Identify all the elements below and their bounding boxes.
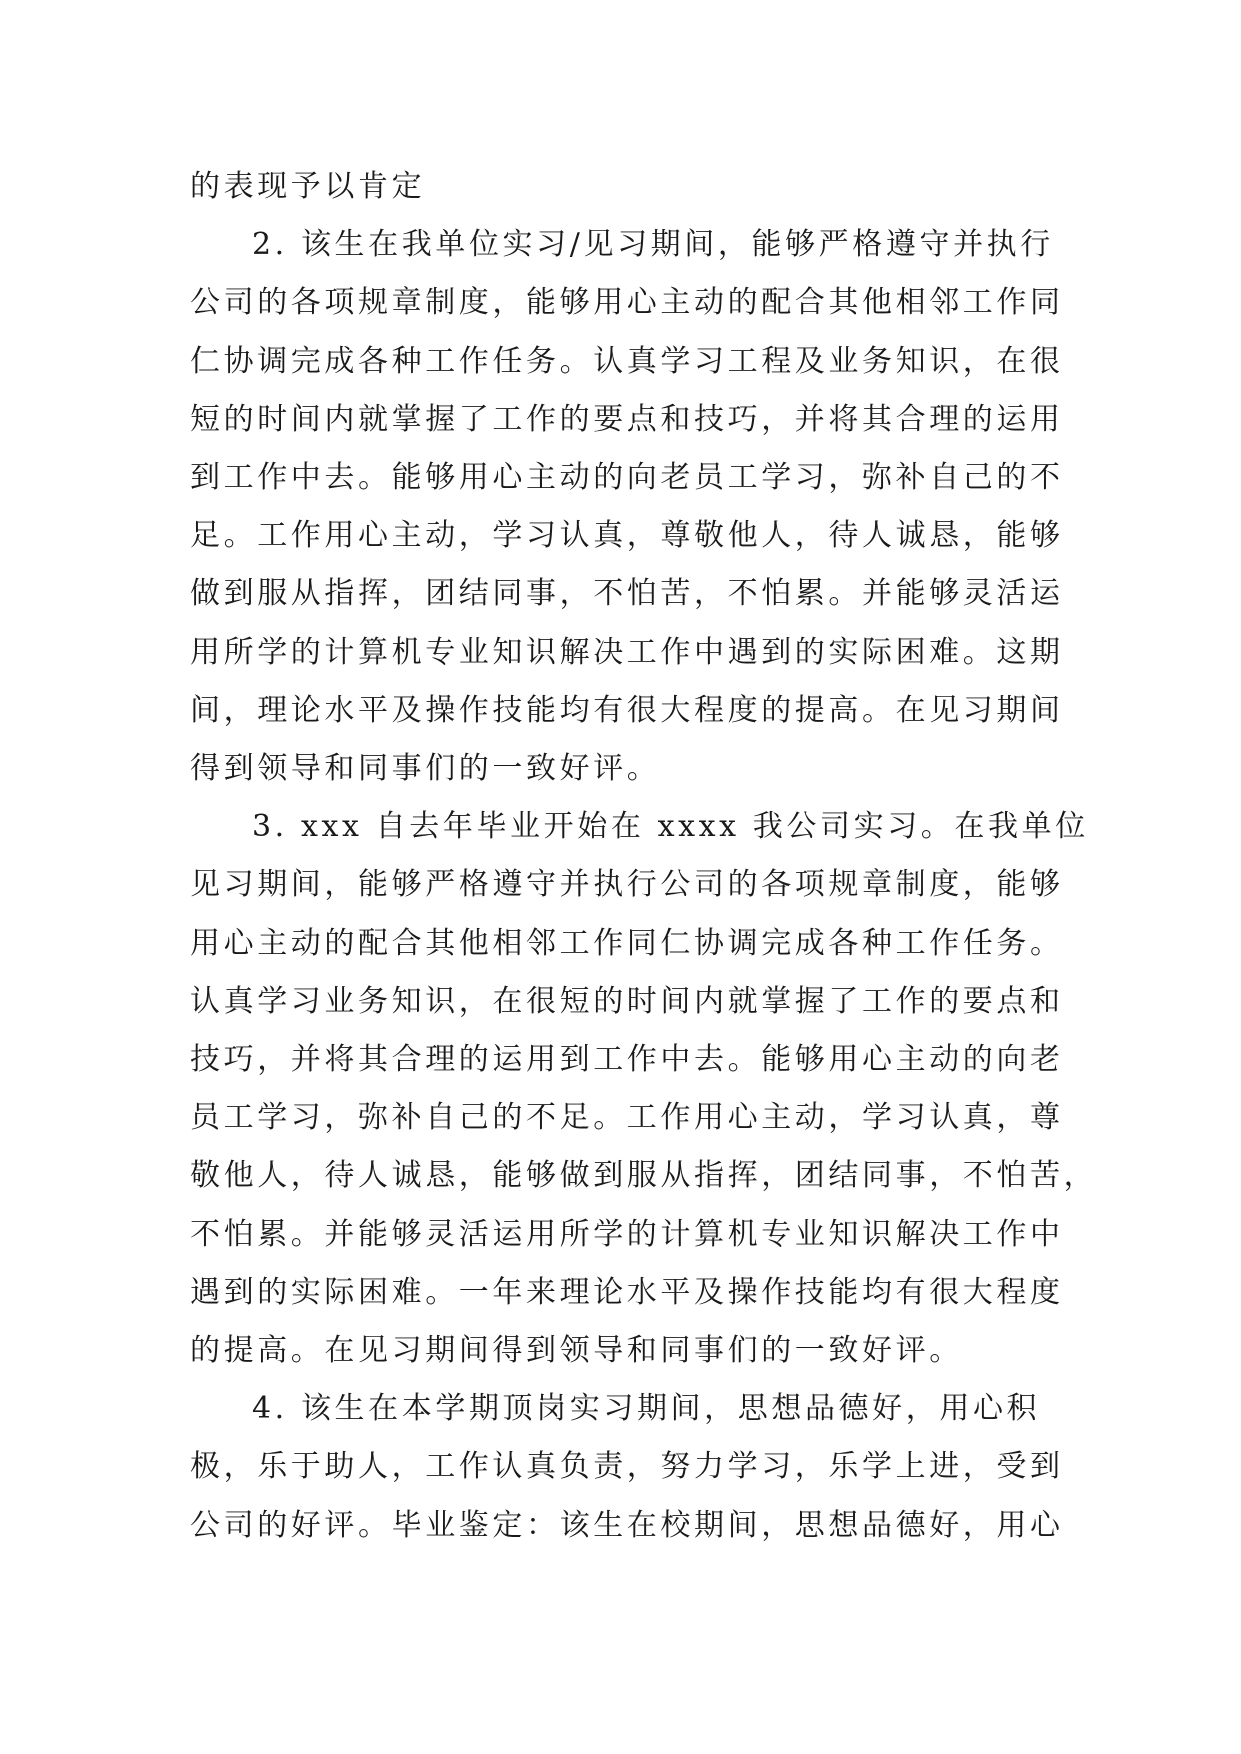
text-line: 用所学的计算机专业知识解决工作中遇到的实际困难。这期 <box>190 634 1064 670</box>
document-page <box>190 158 1098 1555</box>
text-line: 遇到的实际困难。一年来理论水平及操作技能均有很大程度 <box>190 1274 1064 1310</box>
paragraph-1 <box>190 158 1070 216</box>
paragraph-3 <box>190 798 1098 1380</box>
paragraph-4 <box>190 1380 1070 1555</box>
text-line: 2. 该生在我单位实习/见习期间，能够严格遵守并执行 <box>252 227 1054 263</box>
text-line: 敬他人，待人诚恳，能够做到服从指挥，团结同事，不怕苦， <box>190 1158 1098 1194</box>
text-line: 4. 该生在本学期顶岗实习期间，思想品德好，用心积 <box>252 1391 1041 1427</box>
text-line: 的提高。在见习期间得到领导和同事们的一致好评。 <box>190 1333 963 1369</box>
text-line: 用心主动的配合其他相邻工作同仁协调完成各种工作任务。 <box>190 925 1064 961</box>
text-line: 公司的各项规章制度，能够用心主动的配合其他相邻工作同 <box>190 285 1064 321</box>
text-line: 技巧，并将其合理的运用到工作中去。能够用心主动的向老 <box>190 1042 1064 1078</box>
text-line: 3. xxx 自去年毕业开始在 xxxx 我公司实习。在我单位 <box>252 809 1089 845</box>
text-line: 见习期间，能够严格遵守并执行公司的各项规章制度，能够 <box>190 867 1064 903</box>
text-line: 得到领导和同事们的一致好评。 <box>190 751 661 787</box>
text-line: 做到服从指挥，团结同事，不怕苦，不怕累。并能够灵活运 <box>190 576 1064 612</box>
text-line: 短的时间内就掌握了工作的要点和技巧，并将其合理的运用 <box>190 401 1064 437</box>
text-line: 极，乐于助人，工作认真负责，努力学习，乐学上进，受到 <box>190 1449 1064 1485</box>
text-line: 的表现予以肯定 <box>190 169 426 204</box>
text-line: 仁协调完成各种工作任务。认真学习工程及业务知识，在很 <box>190 343 1064 379</box>
text-line: 不怕累。并能够灵活运用所学的计算机专业知识解决工作中 <box>190 1216 1064 1252</box>
text-line: 公司的好评。毕业鉴定：该生在校期间，思想品德好，用心 <box>190 1507 1064 1543</box>
text-line: 到工作中去。能够用心主动的向老员工学习，弥补自己的不 <box>190 460 1064 496</box>
text-line: 间，理论水平及操作技能均有很大程度的提高。在见习期间 <box>190 692 1064 728</box>
text-line: 认真学习业务知识，在很短的时间内就掌握了工作的要点和 <box>190 983 1064 1019</box>
text-line: 足。工作用心主动，学习认真，尊敬他人，待人诚恳，能够 <box>190 518 1064 554</box>
paragraph-2 <box>190 216 1070 798</box>
text-line: 员工学习，弥补自己的不足。工作用心主动，学习认真，尊 <box>190 1100 1064 1136</box>
